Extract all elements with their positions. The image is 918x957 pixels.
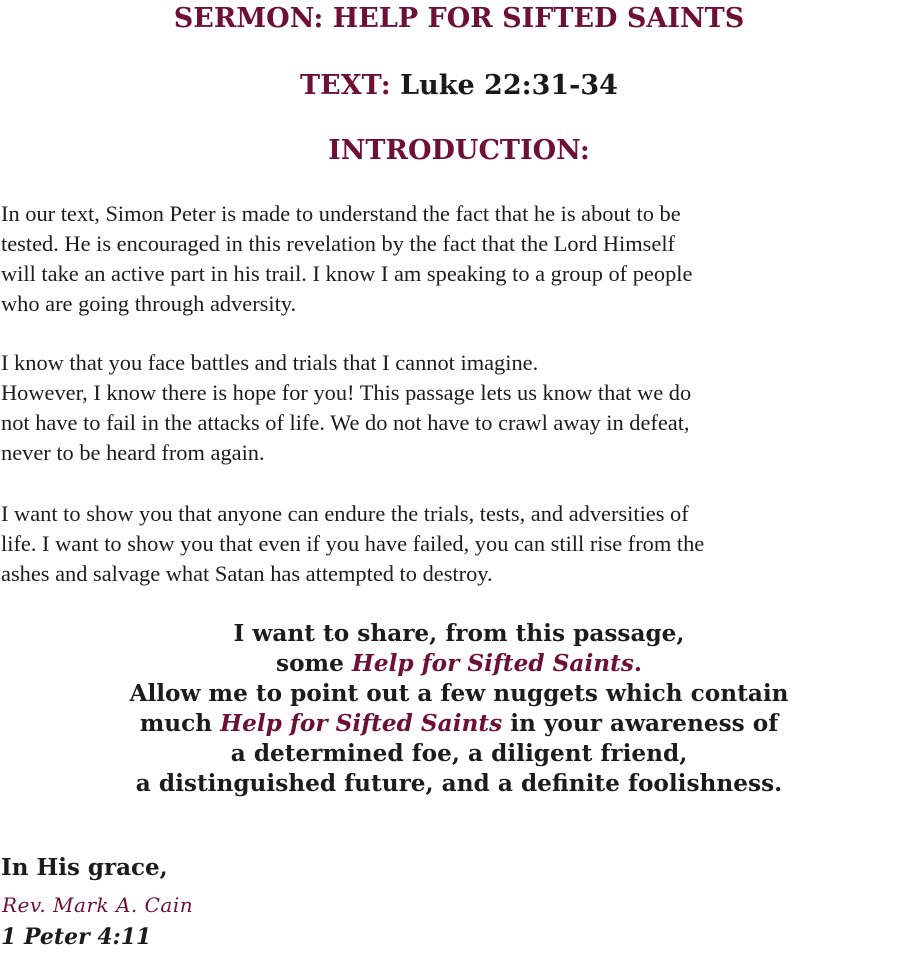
paragraph-line: I want to show you that anyone can endure the trials, tests, and adversities of: [1, 501, 689, 526]
paragraph-line: ashes and salvage what Satan has attempted to destroy.: [1, 561, 493, 586]
closing-salutation: In His grace,: [1, 854, 168, 881]
paragraph-line: tested. He is encouraged in this revelation by the fact that the Lord Himself: [1, 231, 675, 256]
paragraph-line: who are going through adversity.: [1, 291, 297, 316]
paragraph-line: However, I know there is hope for you! This passage lets us know that we do: [1, 380, 692, 405]
scripture-reference: 1 Peter 4:11: [1, 924, 152, 950]
sermon-heading: [0, 2, 918, 36]
highlight-line-5: a determined foe, a diligent friend,: [230, 740, 688, 767]
highlight-block: [0, 619, 918, 799]
highlight-line-2: [0, 649, 918, 679]
highlight-line-4: [0, 709, 918, 739]
text-heading: [0, 69, 918, 103]
highlight-line-3: Allow me to point out a few nuggets which contain: [129, 680, 789, 707]
text-reference: Luke 22:31-34: [400, 70, 618, 101]
highlight-line-2-pre: some: [276, 650, 352, 677]
paragraph-line: not have to fail in the attacks of life. We do not have to crawl away in defeat,: [1, 410, 690, 435]
highlight-line-4-pre: much: [139, 710, 221, 737]
highlight-phrase: Help for Sifted Saints: [220, 710, 503, 737]
paragraph-line: In our text, Simon Peter is made to understand the fact that he is about to be: [1, 201, 681, 226]
paragraph-line: life. I want to show you that even if you have failed, you can still rise from the: [1, 531, 705, 556]
highlight-phrase: Help for Sifted Saints: [351, 650, 634, 677]
intro-paragraph-3: [1, 499, 911, 589]
paragraph-line: will take an active part in his trail. I know I am speaking to a group of people: [1, 261, 693, 286]
paragraph-line: never to be heard from again.: [1, 440, 265, 465]
author-signature: Rev. Mark A. Cain: [2, 893, 194, 917]
intro-paragraph-2: [1, 348, 911, 468]
sermon-label: SERMON:: [173, 3, 324, 34]
intro-paragraph-1: [1, 199, 911, 319]
highlight-line-4-post: in your awareness of: [502, 710, 779, 737]
introduction-heading: INTRODUCTION:: [328, 135, 590, 166]
highlight-line-6: a distinguished future, and a definite foolishness.: [135, 770, 783, 797]
paragraph-line: I know that you face battles and trials that I cannot imagine.: [1, 350, 539, 375]
sermon-title: HELP FOR SIFTED SAINTS: [332, 3, 745, 34]
text-label: TEXT:: [300, 70, 391, 101]
highlight-line-1: I want to share, from this passage,: [233, 620, 685, 647]
highlight-line-2-post: .: [633, 650, 642, 677]
